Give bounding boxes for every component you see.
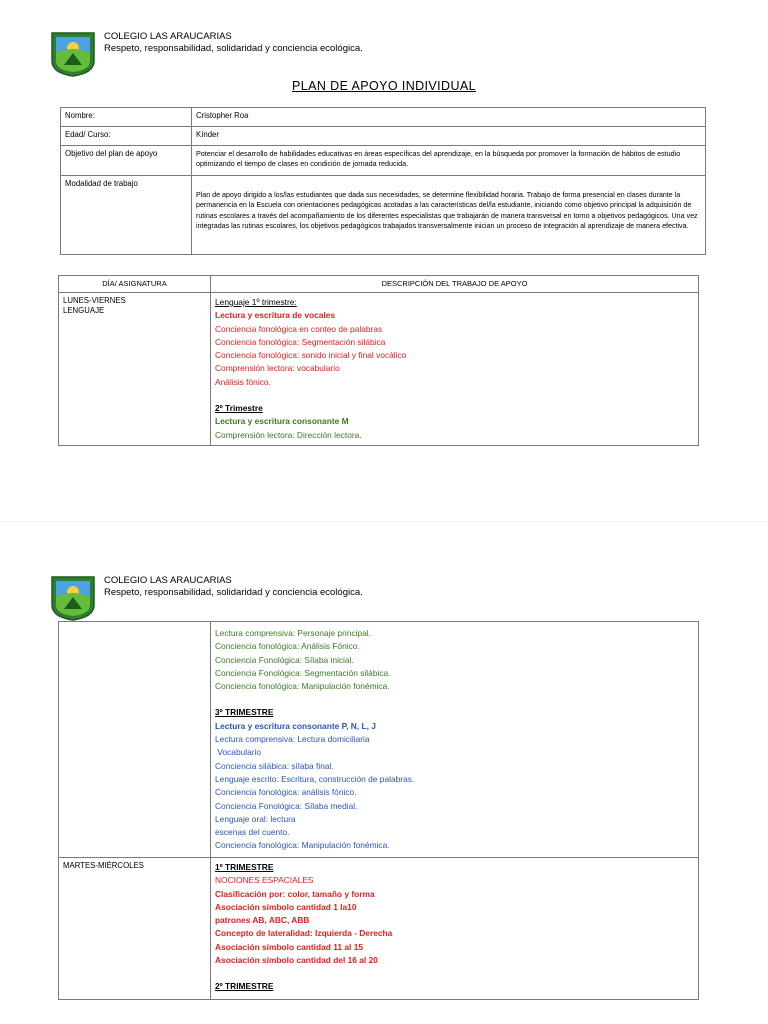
school-logo-icon	[50, 31, 96, 77]
continued-day-cell	[59, 622, 211, 858]
school-motto: Respeto, responsabilidad, solidaridad y conciencia ecológica.	[104, 587, 363, 598]
lunes-description-cell	[211, 293, 699, 446]
list-item: patrones AB, ABC, ABB	[215, 915, 310, 926]
schedule-table-continued	[58, 621, 699, 1000]
martes-description-cell	[211, 858, 699, 1000]
edad-curso-value: Kínder	[192, 127, 706, 146]
modalidad-value: Plan de apoyo dirigido a los/las estudiantes que dada sus necesidades, se determine flexibilidad horaria. Trabajo de forma presencial en clases durante la permanencia en la Escuela con orientaciones pedagógicas acotadas a las características del/la estudiante, iniciando como objetivo principal la adquisición de rutinas escolares a través del acompañamiento de los diferentes especialistas que trabajarán de manera transversal en torno a objetivos pedagógicos. Una vez integradas las rutinas escolares, los objetivos pedagógicos trabajados transversalmente inician un proceso de integración al aprendizaje de manera efectiva.	[192, 176, 706, 255]
list-item: Lenguaje escrito: Escritura, construcción de palabras.	[215, 773, 415, 784]
column-header-day: DÍA/ ASIGNATURA	[59, 276, 211, 293]
list-item: Conciencia Fonológica: Segmentación silábica.	[215, 667, 391, 678]
day-label: MARTES-MIÉRCOLES	[63, 861, 144, 870]
list-item: Asociación símbolo cantidad 1 la10	[215, 901, 357, 912]
nombre-value: Cristopher Roa	[192, 108, 706, 127]
list-item: Comprensión lectora: vocabulario	[215, 363, 340, 374]
school-name: COLEGIO LAS ARAUCARIAS	[104, 575, 232, 586]
trimester-heading: 2º TRIMESTRE	[215, 981, 274, 992]
list-item: Conciencia fonológica: Análisis Fónico.	[215, 641, 360, 652]
school-motto: Respeto, responsabilidad, solidaridad y conciencia ecológica.	[104, 43, 363, 54]
objetivo-value: Potenciar el desarrollo de habilidades educativas en áreas específicas del aprendizaje, en la búsqueda por promover la formación de hábitos de estudio optimizando el tiempo de clases en condición de jornada reducida.	[192, 146, 706, 176]
day-label: LUNES-VIERNES	[63, 296, 126, 305]
lunes-day-cell	[59, 293, 211, 446]
document-title: PLAN DE APOYO INDIVIDUAL	[292, 79, 476, 93]
trimester-heading: Lenguaje 1º trimestre:	[215, 297, 297, 307]
modalidad-label: Modalidad de trabajo	[61, 176, 192, 255]
list-item: Conciencia fonológica: sonido inicial y final vocálico	[215, 350, 407, 361]
list-item: Lectura comprensiva: Personaje principal.	[215, 628, 371, 638]
list-item: Lectura y escritura consonante P, N, L, J	[215, 720, 376, 731]
list-item: Asociación símbolo cantidad 11 al 15	[215, 941, 364, 952]
schedule-table	[58, 275, 699, 446]
trimester-heading: 2º Trimestre	[215, 403, 263, 414]
list-item: Lenguaje oral: lectura	[215, 813, 296, 824]
martes-day-cell	[59, 858, 211, 1000]
school-name: COLEGIO LAS ARAUCARIAS	[104, 31, 232, 42]
list-item: Vocabulario	[215, 747, 262, 758]
list-item: Concepto de lateralidad: Izquierda - Derecha	[215, 928, 393, 939]
trimester-heading: 3º TRIMESTRE	[215, 707, 274, 718]
school-header-page2	[50, 575, 363, 621]
subject-label: LENGUAJE	[63, 306, 105, 315]
list-item: Lectura comprensiva: Lectura domiciliaria	[215, 734, 370, 745]
list-item: Conciencia silábica: sílaba final.	[215, 760, 334, 771]
school-header	[50, 31, 363, 77]
list-item: Conciencia Fonológica: Sílaba inicial.	[215, 654, 354, 665]
list-item: Análisis fónico.	[215, 376, 271, 387]
list-item: Conciencia fonológica: Manipulación fonémica.	[215, 840, 390, 851]
nombre-label: Nombre:	[61, 108, 192, 127]
list-item: escenas del cuento.	[215, 827, 290, 838]
list-item: Asociación símbolo cantidad del 16 al 20	[215, 955, 378, 966]
edad-curso-label: Edad/ Curso:	[61, 127, 192, 146]
column-header-description: DESCRIPCIÓN DEL TRABAJO DE APOYO	[211, 276, 699, 293]
list-item: NOCIONES ESPACIALES	[215, 875, 314, 886]
list-item: Conciencia fonológica en conteo de palabras	[215, 323, 383, 334]
school-logo-icon	[50, 575, 96, 621]
continued-description-cell	[211, 622, 699, 858]
list-item: Conciencia fonológica: análisis fónico.	[215, 787, 357, 798]
list-item: Conciencia fonológica: Manipulación fonémica.	[215, 681, 390, 692]
student-info-table	[60, 107, 706, 255]
list-item: Lectura y escritura de vocales	[215, 310, 336, 321]
list-item: Conciencia Fonológica: Sílaba medial.	[215, 800, 358, 811]
list-item: Clasificación por: color, tamaño y forma	[215, 888, 375, 899]
list-item: Lectura y escritura consonante M	[215, 416, 349, 427]
trimester-heading: 1º TRIMESTRE	[215, 862, 274, 872]
list-item: Conciencia fonológica: Segmentación silábica	[215, 336, 386, 347]
objetivo-label: Objetivo del plan de apoyo	[61, 146, 192, 176]
list-item: Comprensión lectora: Dirección lectora.	[215, 429, 362, 440]
